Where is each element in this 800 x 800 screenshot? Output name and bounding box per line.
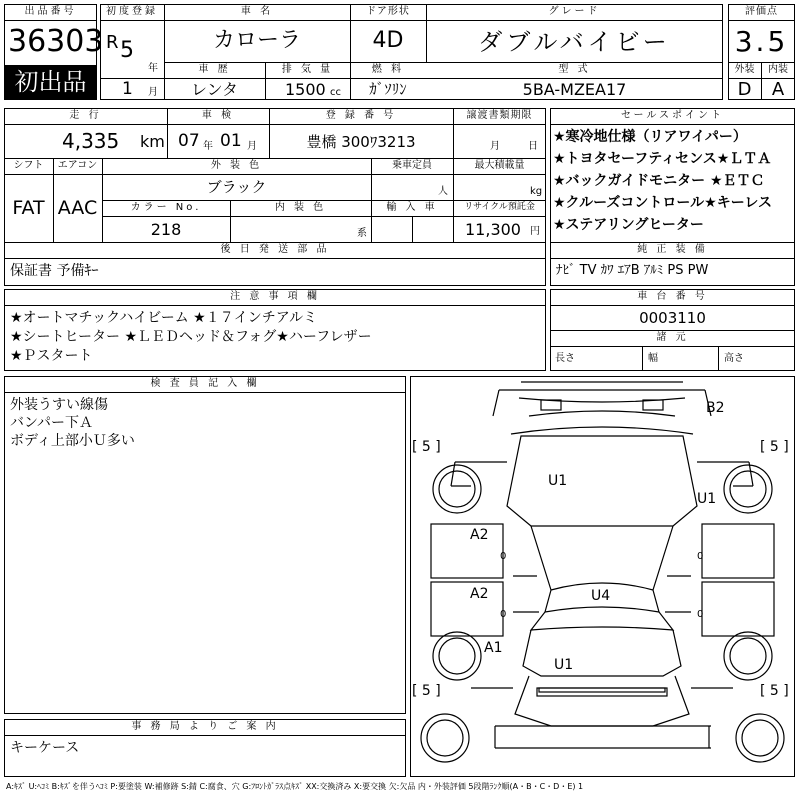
damage-mark: U1	[697, 491, 717, 507]
tire-tread-mark: [ 5 ]	[760, 683, 789, 699]
color-no-label: カラー No.	[130, 202, 202, 213]
shift-value: FAT	[12, 197, 45, 219]
office-label: 事 務 局 よ り ご 案 内	[131, 721, 279, 732]
damage-mark: U4	[591, 588, 611, 604]
damage-mark: A1	[484, 640, 503, 656]
door-value: 4D	[372, 28, 404, 53]
exterior-color-label: 外 装 色	[210, 160, 263, 171]
first-reg-month: 1	[122, 79, 133, 99]
car-diagram	[411, 376, 794, 775]
mileage-label: 走 行	[69, 110, 102, 121]
sales-point-item: ★ステアリングヒーター	[553, 217, 704, 233]
inspection-year-unit: 年	[203, 141, 213, 152]
equipment-label: 純 正 装 備	[637, 244, 708, 255]
ac-label: エアコン	[57, 160, 98, 171]
car-name-label: 車 名	[240, 6, 274, 17]
history-label: 車 歴	[198, 64, 231, 75]
int-score-label: 内装	[768, 64, 788, 75]
int-score-value: A	[771, 79, 785, 100]
registration-label: 登 録 番 号	[325, 110, 397, 121]
sales-points-label: セールスポイント	[620, 110, 725, 121]
sales-point-item: ★トヨタセーフティセンス★ＬＴＡ	[553, 151, 772, 167]
equipment-value: ﾅﾋﾞ TV ｶﾜ ｴｱB ｱﾙﾐ PS PW	[556, 263, 709, 278]
diagram-zero: 0	[500, 609, 507, 620]
mileage-value: 4,335	[62, 129, 120, 153]
sales-point-item: ★バックガイドモニター ★ＥＴＣ	[553, 173, 765, 189]
chassis-label: 車 台 番 号	[637, 291, 708, 302]
displacement-label: 排 気 量	[281, 64, 334, 75]
chassis-value: 0003110	[639, 309, 706, 327]
model-value: 5BA-MZEA17	[522, 80, 627, 99]
first-listing-badge: 初出品	[4, 65, 97, 100]
notes-label: 注 意 事 項 欄	[230, 291, 320, 302]
damage-mark: U1	[548, 473, 568, 489]
interior-color-unit: 系	[357, 228, 367, 239]
inspection-label: 車 検	[201, 110, 235, 121]
dims-label: 諸 元	[656, 332, 689, 343]
displacement-unit: cc	[330, 87, 341, 98]
import-label: 輸 入 車	[386, 202, 438, 213]
notes-line: ★シートヒーター ★ＬＥＤヘッド＆フォグ★ハーフレザー	[10, 329, 372, 345]
damage-legend: A:ｷｽﾞ U:ﾍｺﾐ B:ｷｽﾞを伴うﾍｺﾐ P:要塗装 W:補修跡 S:錆 C:腐食、穴 G:ﾌﾛﾝﾄｶﾞﾗｽ点ｷｽﾞ XX:交換済み X:要交換 欠:欠品 内・外装評価 5段階ﾗﾝｸ順(A・B・C・D・E) 1	[6, 782, 584, 791]
lot-label: 出品番号	[24, 6, 77, 17]
capacity-unit: 人	[438, 186, 448, 197]
inspection-year: 07	[178, 131, 200, 151]
transfer-day-unit: 日	[528, 141, 538, 152]
first-reg-month-unit: 月	[148, 87, 158, 98]
fuel-value: ｶﾞｿﾘﾝ	[369, 80, 407, 98]
recycle-value: 11,300	[465, 220, 521, 239]
tire-tread-mark: [ 5 ]	[760, 439, 789, 455]
score-value: 3.5	[734, 25, 789, 58]
office-value: キーケース	[10, 740, 80, 756]
grade-value: ダブルバイビー	[478, 28, 671, 56]
diagram-zero: 0	[697, 551, 704, 562]
sales-point-item: ★クルーズコントロール★キーレス	[553, 195, 773, 211]
door-label: ドア形状	[366, 6, 410, 17]
inspection-month: 01	[220, 131, 242, 151]
damage-mark: A2	[470, 586, 489, 602]
first-reg-year: 5	[120, 38, 134, 63]
fuel-label: 燃 料	[371, 64, 405, 75]
dims-length: 長さ	[555, 353, 575, 364]
first-reg-era: R	[106, 32, 119, 53]
tire-tread-mark: [ 5 ]	[412, 683, 441, 699]
notes-line: ★オートマチックハイビーム ★１７インチアルミ	[10, 310, 318, 326]
damage-mark: U1	[554, 657, 574, 673]
inspector-line: ボディ上部小Ｕ多い	[10, 433, 135, 449]
recycle-label: リサイクル預託金	[464, 202, 535, 212]
dims-height: 高さ	[724, 353, 744, 364]
first-reg-label: 初度登録	[106, 6, 158, 17]
after-parts-label: 後 日 発 送 部 品	[220, 244, 330, 255]
max-load-label: 最大積載量	[474, 160, 525, 171]
color-no-value: 218	[150, 220, 182, 239]
displacement-value: 1500	[285, 80, 326, 99]
first-reg-year-unit: 年	[148, 63, 158, 74]
inspector-label: 検 査 員 記 入 欄	[150, 378, 260, 389]
transfer-label: 譲渡書類期限	[466, 110, 533, 121]
registration-value: 豊橋 300ﾜ3213	[306, 133, 416, 151]
interior-color-label: 内 装 色	[274, 202, 327, 213]
ext-score-value: D	[737, 79, 752, 100]
after-parts-value: 保証書 予備ｷｰ	[10, 263, 99, 279]
history-value: レンタ	[191, 80, 238, 99]
transfer-month-unit: 月	[490, 141, 500, 152]
sales-point-item: ★寒冷地仕様（リアワイパー）	[553, 129, 747, 145]
notes-line: ★Ｐスタート	[10, 348, 93, 364]
ext-score-label: 外装	[734, 64, 755, 75]
lot-number: 36303	[8, 24, 104, 59]
dims-width: 幅	[648, 353, 658, 364]
grade-label: グレード	[548, 6, 601, 17]
damage-mark: A2	[470, 527, 489, 543]
max-load-unit: kg	[530, 186, 543, 197]
tire-tread-mark: [ 5 ]	[412, 439, 441, 455]
score-label: 評価点	[745, 6, 778, 17]
mileage-unit: km	[140, 132, 165, 151]
capacity-label: 乗車定員	[392, 160, 432, 171]
inspection-month-unit: 月	[247, 141, 257, 152]
recycle-unit: 円	[530, 226, 540, 237]
shift-label: シフト	[13, 160, 44, 171]
ac-value: AAC	[57, 197, 98, 219]
exterior-color-value: ブラック	[206, 178, 267, 196]
diagram-zero: 0	[500, 551, 507, 562]
car-name-value: カローラ	[212, 28, 301, 53]
model-label: 型 式	[558, 64, 591, 75]
diagram-zero: 0	[697, 609, 704, 620]
inspector-line: バンパー下Ａ	[10, 415, 94, 431]
damage-mark: B2	[706, 400, 725, 416]
inspector-line: 外装うすい線傷	[10, 397, 108, 413]
